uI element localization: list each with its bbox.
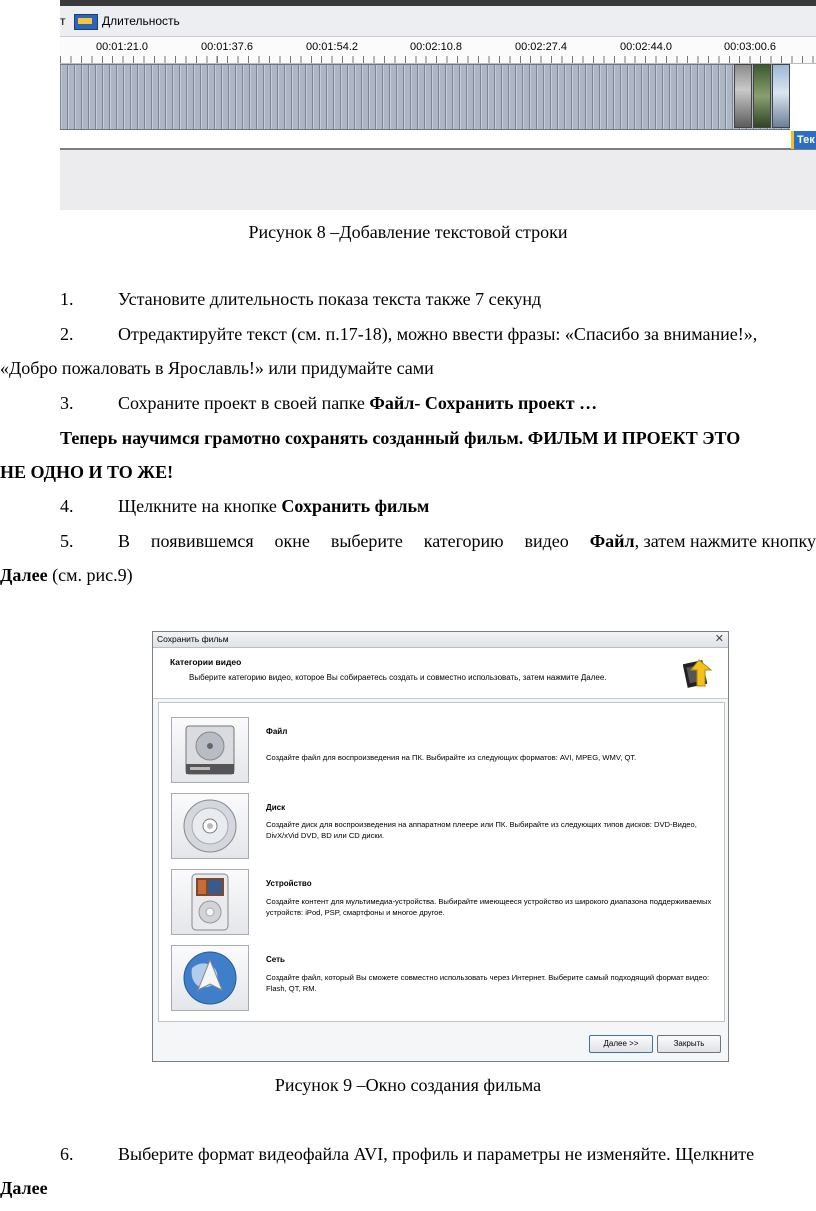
ruler-ticks xyxy=(60,56,816,63)
step-word: категорию xyxy=(423,531,504,551)
timeline-screenshot xyxy=(60,0,816,210)
video-thumbnail[interactable] xyxy=(734,64,752,128)
timecode-label: 00:01:54.2 xyxy=(306,41,358,53)
option-description: Создайте файл, который Вы сможете совместно использовать через Интернет. Выберите самый подходящий формат видео: Flash, QT, RM. xyxy=(266,973,710,993)
step-word: В xyxy=(118,531,131,551)
text-track[interactable] xyxy=(60,148,816,210)
dialog-title-bar xyxy=(153,632,728,648)
timeline-toolbar xyxy=(60,6,816,37)
dialog-title: Сохранить фильм xyxy=(157,634,229,644)
option-description: Создайте контент для мультимедиа-устройства. Выбирайте имеющееся устройство из широкого диапазона поддерживаемых устройств: iPod, PSP, смартфоны и многое другое. xyxy=(266,897,712,917)
dialog-header-title: Категории видео xyxy=(170,657,242,667)
duration-icon[interactable] xyxy=(74,14,98,30)
text-clip[interactable]: Тек xyxy=(791,131,816,149)
timecode-label: 00:03:00.6 xyxy=(724,41,776,53)
file-category-button[interactable] xyxy=(171,717,249,783)
dialog-header xyxy=(153,648,728,699)
option-title[interactable]: Файл xyxy=(266,727,288,736)
step-text: Отредактируйте текст (см. п.17-18), можно ввести фразы: «Спасибо за внимание!», xyxy=(118,324,758,344)
button-name: Далее xyxy=(0,565,48,585)
category-name: Файл xyxy=(589,531,635,551)
category-list xyxy=(158,702,725,1022)
save-movie-dialog xyxy=(152,631,729,1062)
step-number: 6. xyxy=(60,1144,74,1164)
figure9-caption: Рисунок 9 –Окно создания фильма xyxy=(274,1075,542,1095)
option-title[interactable]: Устройство xyxy=(266,879,312,888)
step-text-plain: , затем нажмите кнопку xyxy=(634,531,816,551)
option-description: Создайте диск для воспроизведения на аппаратном плеере или ПК. Выбирайте из следующих типов дисков: DVD-Видео, DivX/xVid DVD, BD или CD диски. xyxy=(266,820,697,840)
step-number: 1. xyxy=(60,289,74,309)
step-text-continued: «Добро пожаловать в Ярославль!» или придумайте сами xyxy=(0,358,434,378)
media-player-icon xyxy=(172,870,248,934)
globe-icon xyxy=(172,946,248,1010)
next-button[interactable]: Далее >> xyxy=(589,1035,653,1053)
timecode-label: 00:01:37.6 xyxy=(201,41,253,53)
disc-category-button[interactable] xyxy=(171,793,249,859)
disc-icon xyxy=(172,794,248,858)
step-number: 2. xyxy=(60,324,74,344)
dialog-header-subtitle: Выберите категорию видео, которое Вы собираетесь создать и совместно использовать, затем нажмите Далее. xyxy=(189,673,607,682)
step-number: 4. xyxy=(60,496,74,516)
warning-text-continued: НЕ ОДНО И ТО ЖЕ! xyxy=(0,462,174,482)
timecode-label: 00:02:10.8 xyxy=(410,41,462,53)
step-text xyxy=(118,496,429,517)
duration-button-label[interactable]: Длительность xyxy=(102,14,180,28)
step-text-plain: (см. рис.9) xyxy=(47,565,133,585)
step-word: видео xyxy=(524,531,569,551)
device-category-button[interactable] xyxy=(171,869,249,935)
video-thumbnail[interactable] xyxy=(772,64,790,128)
video-track-frames[interactable] xyxy=(60,64,790,130)
step-text xyxy=(118,531,816,552)
step-word-group xyxy=(590,531,816,552)
close-button[interactable]: Закрыть xyxy=(657,1035,721,1053)
step-text-plain: Сохраните проект в своей папке xyxy=(118,393,370,413)
step-number: 5. xyxy=(60,531,74,551)
button-name: Далее xyxy=(0,1178,48,1198)
step-text-continued xyxy=(0,565,133,586)
video-thumbnail[interactable] xyxy=(753,64,771,128)
step-text-plain: Щелкните на кнопке xyxy=(118,496,282,516)
film-export-icon xyxy=(683,656,713,690)
step-word: выберите xyxy=(330,531,403,551)
step-word: появившемся xyxy=(150,531,254,551)
option-title[interactable]: Диск xyxy=(266,803,286,812)
timecode-label: 00:02:44.0 xyxy=(620,41,672,53)
menu-path: Файл- Сохранить проект … xyxy=(369,393,598,413)
step-number: 3. xyxy=(60,393,74,413)
timecode-label: 00:01:21.0 xyxy=(96,41,148,53)
close-icon[interactable]: ✕ xyxy=(714,633,724,645)
step-text: Выберите формат видеофайла AVI, профиль и параметры не изменяйте. Щелкните xyxy=(118,1144,755,1164)
option-title[interactable]: Сеть xyxy=(266,955,285,964)
step-text xyxy=(118,393,597,414)
button-name: Сохранить фильм xyxy=(281,496,430,516)
hard-drive-icon xyxy=(172,718,248,782)
toolbar-cut-label: т xyxy=(60,14,66,28)
network-category-button[interactable] xyxy=(171,945,249,1011)
timecode-label: 00:02:27.4 xyxy=(515,41,567,53)
figure8-caption: Рисунок 8 –Добавление текстовой строки xyxy=(248,222,568,242)
step-word: окне xyxy=(274,531,310,551)
option-description: Создайте файл для воспроизведения на ПК. Выбирайте из следующих форматов: AVI, MPEG, WMV, QT. xyxy=(266,753,637,762)
step-text: Установите длительность показа текста также 7 секунд xyxy=(118,289,542,309)
timeline-ruler[interactable] xyxy=(60,37,816,64)
warning-text: Теперь научимся грамотно сохранять созданный фильм. ФИЛЬМ И ПРОЕКТ ЭТО xyxy=(60,428,741,448)
